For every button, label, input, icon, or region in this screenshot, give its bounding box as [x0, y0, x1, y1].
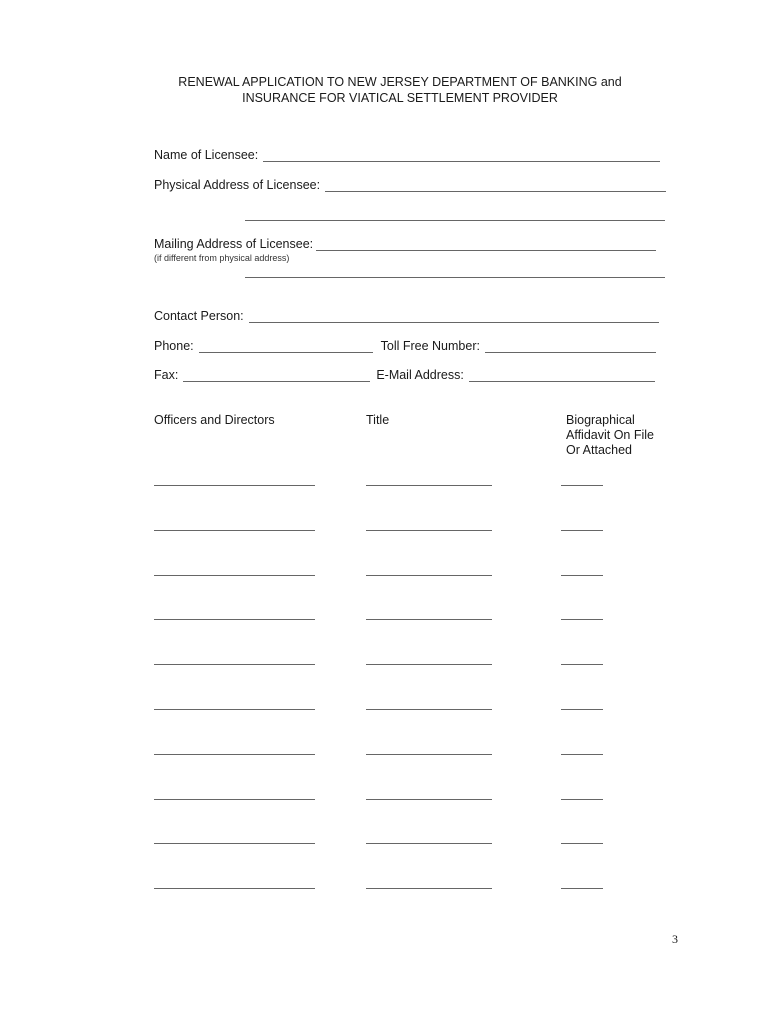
contact-person-input[interactable] [249, 310, 659, 323]
biographical-affidavit-input[interactable] [561, 575, 603, 576]
biographical-affidavit-input[interactable] [561, 709, 603, 710]
page-title [150, 74, 650, 106]
physical-address-label: Physical Address of Licensee: [154, 178, 321, 192]
biographical-affidavit-input[interactable] [561, 619, 603, 620]
mailing-address-label: Mailing Address of Licensee: [154, 237, 314, 251]
officer-title-input[interactable] [366, 619, 492, 620]
name-of-licensee-input[interactable] [263, 149, 660, 162]
toll-free-input[interactable] [485, 340, 656, 353]
biographical-affidavit-input[interactable] [561, 888, 603, 889]
officer-title-input[interactable] [366, 575, 492, 576]
officer-title-input[interactable] [366, 843, 492, 844]
officer-title-input[interactable] [366, 888, 492, 889]
officer-name-input[interactable] [154, 799, 315, 800]
physical-address-field [154, 178, 666, 192]
physical-address-input-line2[interactable] [245, 220, 665, 221]
phone-label: Phone: [154, 339, 194, 353]
phone-input[interactable] [199, 340, 373, 353]
officer-name-input[interactable] [154, 754, 315, 755]
page-number: 3 [672, 932, 678, 946]
officers-directors-header: Officers and Directors [154, 413, 275, 427]
email-input[interactable] [469, 369, 655, 382]
biographical-affidavit-input[interactable] [561, 485, 603, 486]
mailing-address-field [154, 237, 656, 251]
officer-title-input[interactable] [366, 664, 492, 665]
bio-header-line-1: Biographical [566, 413, 635, 427]
email-label: E-Mail Address: [376, 368, 464, 382]
mailing-address-note: (if different from physical address) [154, 253, 290, 263]
biographical-affidavit-input[interactable] [561, 530, 603, 531]
officer-title-input[interactable] [366, 485, 492, 486]
bio-header-line-3: Or Attached [566, 443, 633, 457]
fax-row [154, 368, 655, 382]
phone-row [154, 339, 656, 353]
contact-person-label: Contact Person: [154, 309, 244, 323]
biographical-affidavit-input[interactable] [561, 664, 603, 665]
bio-header-line-2: Affidavit On File [566, 428, 655, 442]
mailing-address-input-line2[interactable] [245, 277, 665, 278]
biographical-affidavit-input[interactable] [561, 799, 603, 800]
officer-name-input[interactable] [154, 575, 315, 576]
fax-input[interactable] [183, 369, 370, 382]
officer-title-input[interactable] [366, 530, 492, 531]
biographical-affidavit-header [566, 413, 654, 458]
mailing-address-input[interactable] [316, 238, 656, 251]
officer-name-input[interactable] [154, 619, 315, 620]
officer-name-input[interactable] [154, 843, 315, 844]
officer-name-input[interactable] [154, 664, 315, 665]
title-line-2: INSURANCE FOR VIATICAL SETTLEMENT PROVIDER [242, 91, 558, 105]
name-of-licensee-label: Name of Licensee: [154, 148, 259, 162]
toll-free-label: Toll Free Number: [380, 339, 480, 353]
officer-name-input[interactable] [154, 485, 315, 486]
officer-title-input[interactable] [366, 754, 492, 755]
fax-label: Fax: [154, 368, 179, 382]
officer-name-input[interactable] [154, 888, 315, 889]
title-line-1: RENEWAL APPLICATION TO NEW JERSEY DEPARTMENT OF BANKING and [178, 75, 622, 89]
title-header: Title [366, 413, 390, 427]
biographical-affidavit-input[interactable] [561, 754, 603, 755]
officer-name-input[interactable] [154, 709, 315, 710]
officer-title-input[interactable] [366, 709, 492, 710]
contact-person-field [154, 309, 659, 323]
officer-title-input[interactable] [366, 799, 492, 800]
name-of-licensee-field [154, 148, 660, 162]
officer-name-input[interactable] [154, 530, 315, 531]
biographical-affidavit-input[interactable] [561, 843, 603, 844]
physical-address-input[interactable] [325, 179, 666, 192]
